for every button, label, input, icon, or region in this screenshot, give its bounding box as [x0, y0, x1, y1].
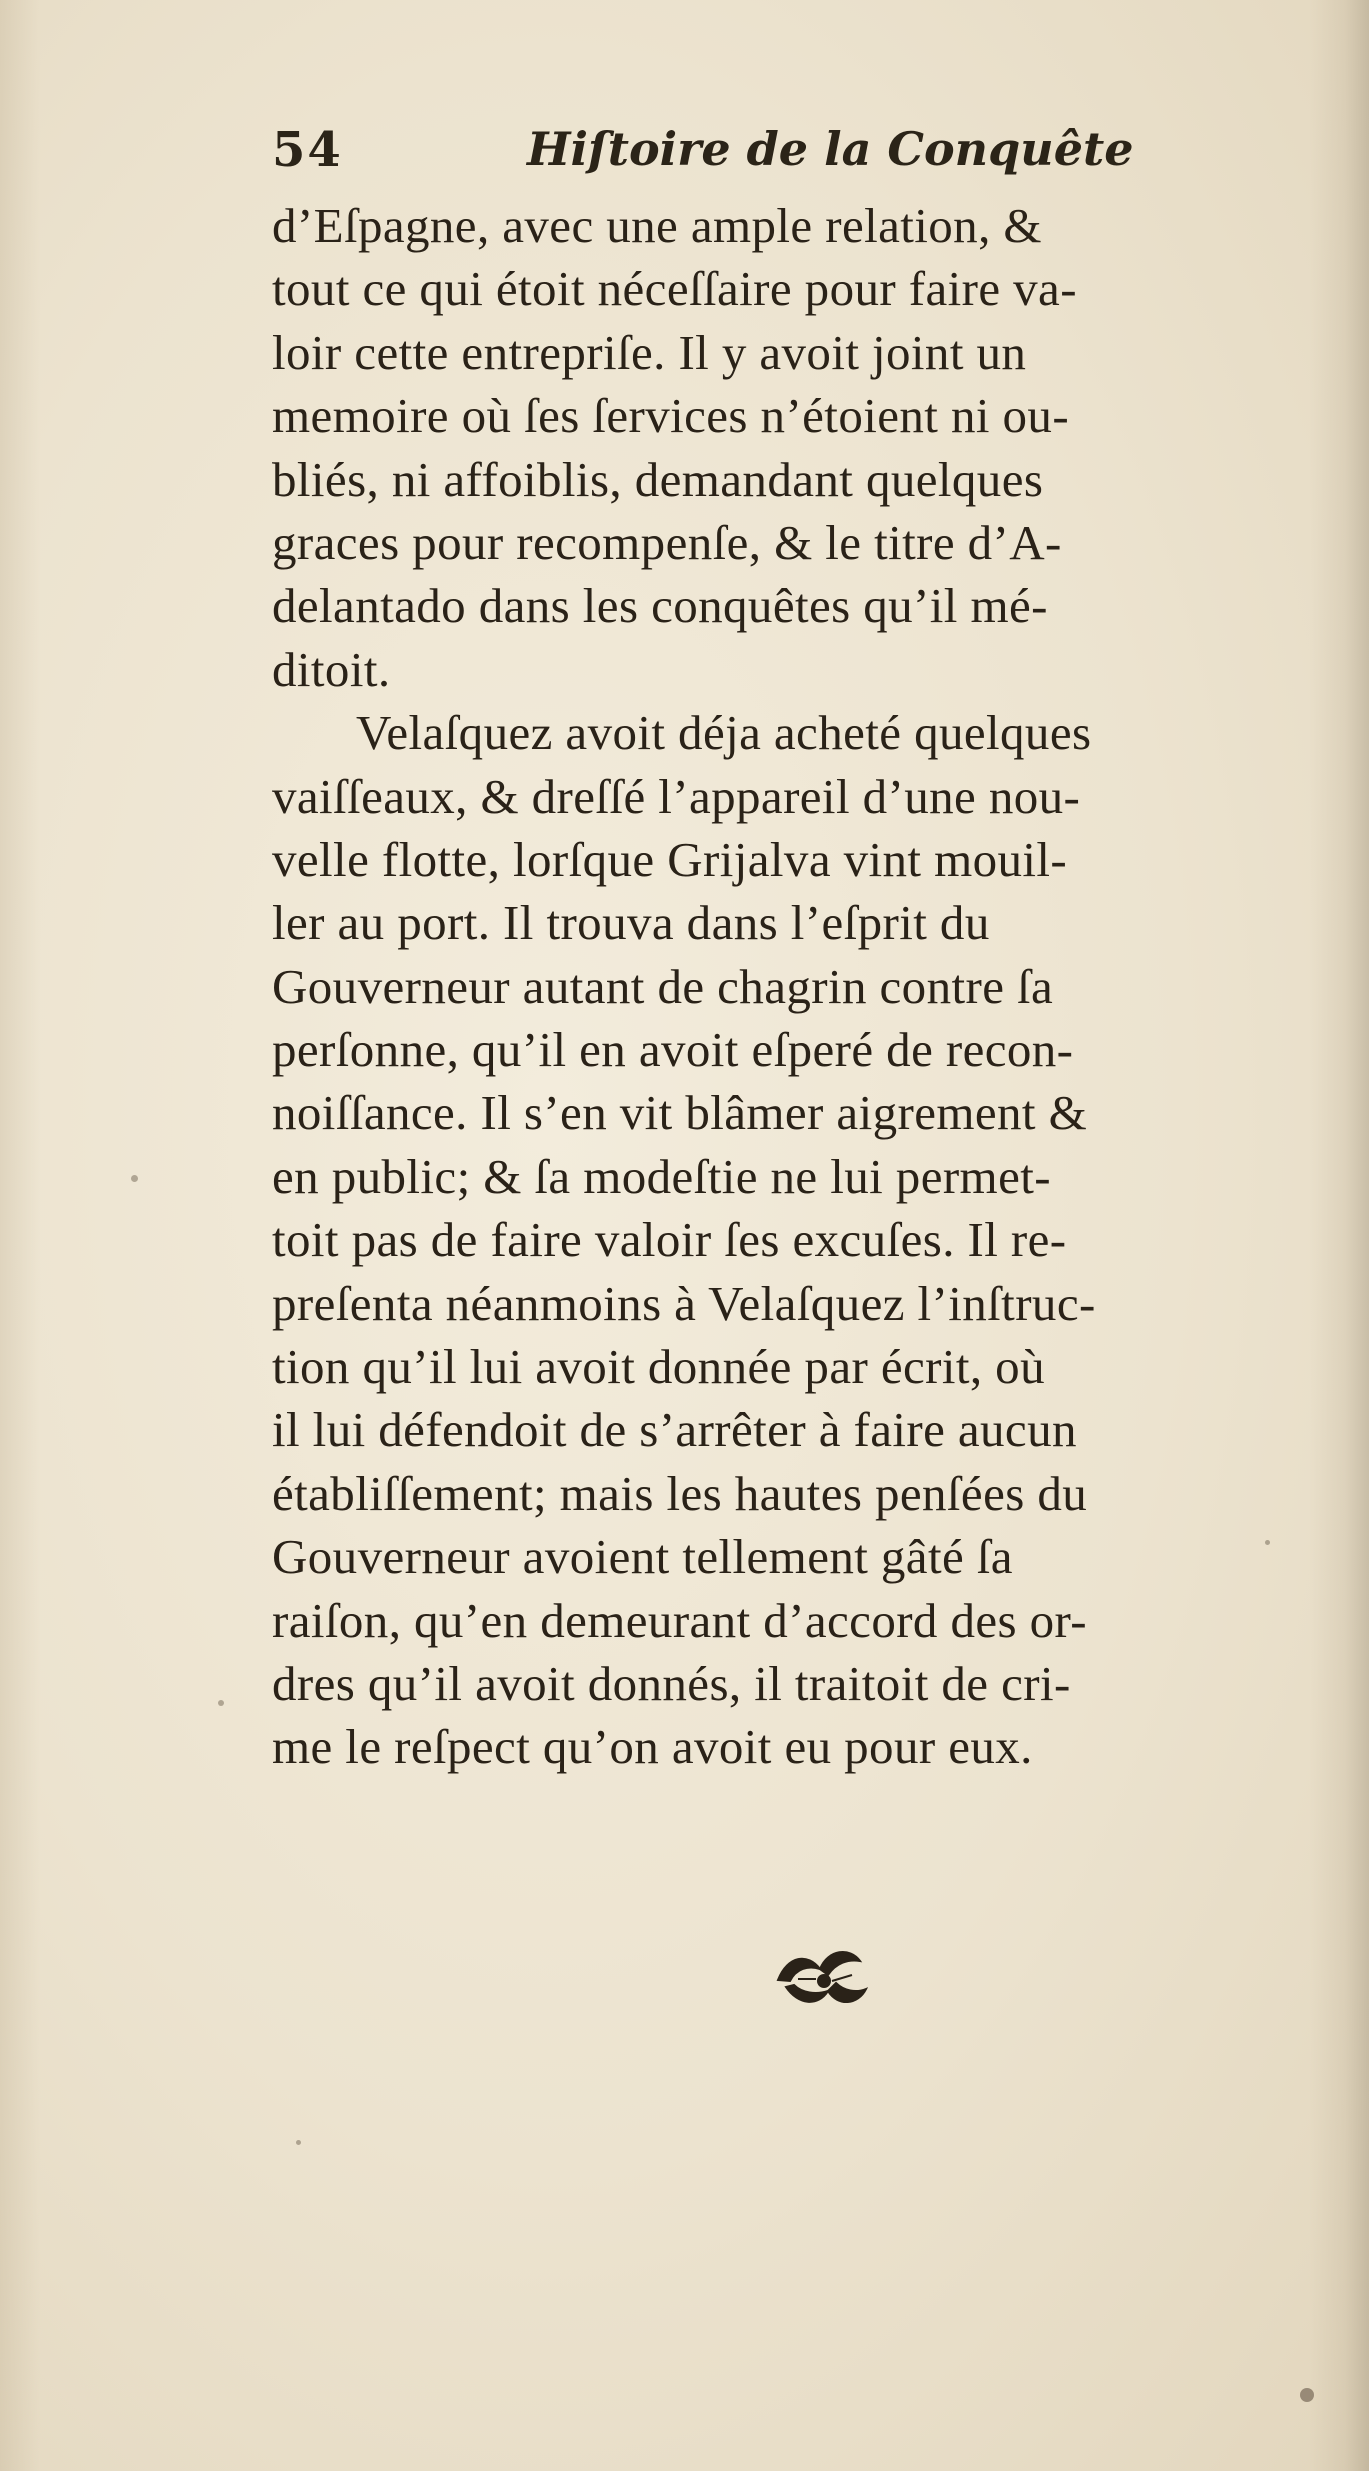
text-line: loir cette entrepriſe. Il y avoit joint un [272, 324, 1027, 380]
text-line: velle flotte, lorſque Grijalva vint mouil- [272, 831, 1068, 887]
text-line: memoire où ſes ſervices n’étoient ni ou- [272, 388, 1070, 444]
text-line: graces pour recompenſe, & le titre d’A- [272, 514, 1062, 570]
paper-speck [1265, 1540, 1270, 1545]
running-title: Hiſtoire de la Conquête [527, 122, 1134, 176]
fleuron-ornament-icon [768, 1935, 878, 2015]
paper-speck [1300, 2388, 1314, 2402]
paper-speck [131, 1175, 138, 1182]
text-line: toit pas de faire valoir ſes excuſes. Il re- [272, 1212, 1067, 1268]
text-line: il lui défendoit de s’arrêter à faire aucun [272, 1402, 1077, 1458]
text-line: delantado dans les conquêtes qu’il mé- [272, 578, 1048, 634]
page-edge-shadow [0, 0, 40, 2471]
text-line: ditoit. [272, 641, 391, 697]
text-line: établiſſement; mais les hautes penſées du [272, 1465, 1088, 1521]
text-line: d’Eſpagne, avec une ample relation, & [272, 198, 1042, 253]
text-line: dres qu’il avoit donnés, il traitoit de cri- [272, 1655, 1071, 1711]
text-line: raiſon, qu’en demeurant d’accord des or- [272, 1592, 1088, 1648]
page-number: 54 [272, 122, 343, 178]
text-line: bliés, ni affoiblis, demandant quelques [272, 451, 1044, 507]
text-line: Gouverneur avoient tellement gâté ſa [272, 1529, 1013, 1585]
text-line: tout ce qui étoit néceſſaire pour faire va- [272, 261, 1077, 317]
running-header [272, 122, 1172, 192]
paper-speck [218, 1700, 224, 1706]
text-line: tion qu’il lui avoit donnée par écrit, où [272, 1339, 1045, 1395]
text-line: ler au port. Il trouva dans l’eſprit du [272, 895, 990, 951]
text-line: vaiſſeaux, & dreſſé l’appareil d’une nou- [272, 768, 1081, 824]
body-text [272, 194, 1369, 1779]
text-line: me le reſpect qu’on avoit eu pour eux. [272, 1719, 1033, 1775]
text-line: preſenta néanmoins à Velaſquez l’inſtruc- [272, 1275, 1096, 1331]
paper-speck [296, 2140, 301, 2145]
text-line: perſonne, qu’il en avoit eſperé de recon- [272, 1022, 1074, 1078]
text-line: Gouverneur autant de chagrin contre ſa [272, 958, 1054, 1014]
paragraph-start-line: Velaſquez avoit déja acheté quelques [356, 705, 1092, 761]
text-line: noiſſance. Il s’en vit blâmer aigrement & [272, 1085, 1088, 1141]
text-line: en public; & ſa modeſtie ne lui permet- [272, 1148, 1051, 1204]
